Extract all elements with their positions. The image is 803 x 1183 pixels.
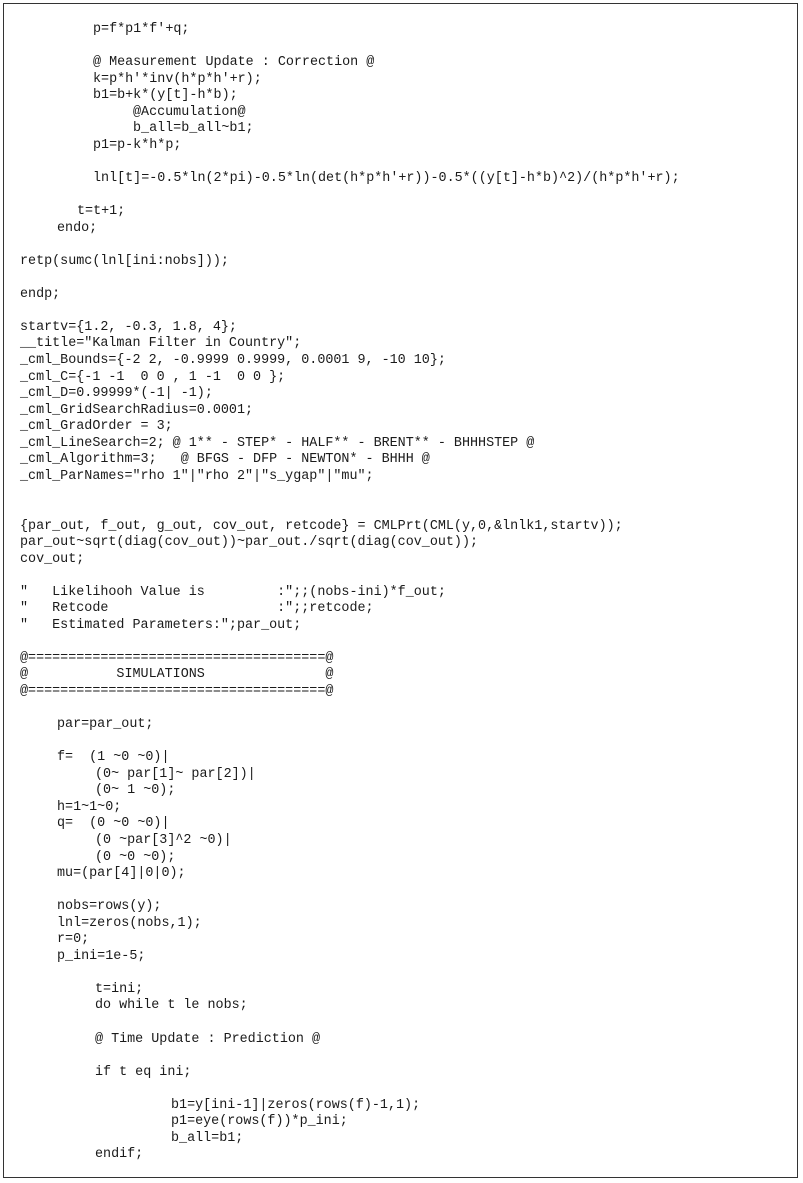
- code-line: (0~ 1 ~0);: [95, 783, 176, 799]
- code-line: _cml_ParNames="rho 1"|"rho 2"|"s_ygap"|"mu";: [20, 468, 374, 484]
- code-line: b_all=b1;: [171, 1130, 244, 1146]
- code-line: b1=y[ini-1]|zeros(rows(f)-1,1);: [171, 1097, 421, 1113]
- code-line: @=====================================@: [20, 650, 334, 666]
- code-line: k=p*h'*inv(h*p*h'+r);: [93, 71, 262, 87]
- code-line: nobs=rows(y);: [57, 899, 162, 915]
- code-listing-frame: [3, 3, 798, 1178]
- code-line: endo;: [57, 220, 98, 236]
- code-line: lnl[t]=-0.5*ln(2*pi)-0.5*ln(det(h*p*h'+r))-0.5*((y[t]-h*b)^2)/(h*p*h'+r);: [93, 170, 680, 186]
- code-line: @=====================================@: [20, 684, 334, 699]
- code-line: p1=p-k*h*p;: [93, 137, 182, 153]
- code-line: @ Time Update : Prediction @: [95, 1031, 320, 1047]
- code-line: if t eq ini;: [95, 1064, 192, 1080]
- code-line: retp(sumc(lnl[ini:nobs]));: [20, 253, 229, 269]
- code-line: _cml_C={-1 -1 0 0 , 1 -1 0 0 };: [20, 369, 286, 385]
- code-line: p1=eye(rows(f))*p_ini;: [171, 1114, 348, 1130]
- code-line: t=ini;: [95, 981, 144, 997]
- code-line: b1=b+k*(y[t]-h*b);: [93, 88, 238, 104]
- code-line: t=t+1;: [77, 204, 126, 220]
- code-line: _cml_GridSearchRadius=0.0001;: [20, 402, 254, 418]
- code-line: " Likelihooh Value is :";;(nobs-ini)*f_out;: [20, 584, 446, 600]
- code-line: do while t le nobs;: [95, 998, 248, 1014]
- code-line: (0~ par[1]~ par[2])|: [95, 766, 256, 782]
- code-line: @ Measurement Update : Correction @: [93, 55, 375, 71]
- code-line: " Retcode :";;retcode;: [20, 601, 374, 617]
- code-line: @ SIMULATIONS @: [20, 667, 334, 683]
- code-line: startv={1.2, -0.3, 1.8, 4};: [20, 319, 237, 335]
- code-line: {par_out, f_out, g_out, cov_out, retcode} = CMLPrt(CML(y,0,&lnlk1,startv));: [20, 518, 623, 534]
- code-line: __title="Kalman Filter in Country";: [20, 336, 302, 352]
- code-line: (0 ~par[3]^2 ~0)|: [95, 832, 232, 848]
- code-line: p_ini=1e-5;: [57, 948, 146, 964]
- code-line: _cml_LineSearch=2; @ 1** - STEP* - HALF** - BRENT** - BHHHSTEP @: [20, 435, 535, 451]
- code-line: h=1~1~0;: [57, 799, 122, 815]
- code-line: lnl=zeros(nobs,1);: [57, 915, 202, 931]
- code-line: p=f*p1*f'+q;: [93, 22, 190, 37]
- code-line: _cml_Bounds={-2 2, -0.9999 0.9999, 0.0001 9, -10 10};: [20, 353, 446, 368]
- code-line: mu=(par[4]|0|0);: [57, 866, 186, 882]
- code-line: r=0;: [57, 932, 90, 948]
- code-line: b_all=b_all~b1;: [133, 121, 254, 137]
- code-line: endif;: [95, 1147, 144, 1163]
- code-line: cov_out;: [20, 551, 85, 567]
- code-line: q= (0 ~0 ~0)|: [57, 816, 170, 832]
- code-line: _cml_Algorithm=3; @ BFGS - DFP - NEWTON* - BHHH @: [20, 452, 430, 468]
- code-line: endp;: [20, 286, 61, 302]
- code-line: @Accumulation@: [133, 104, 246, 120]
- code-line: (0 ~0 ~0);: [95, 849, 176, 865]
- code-line: " Estimated Parameters:";par_out;: [20, 617, 302, 633]
- code-line: par_out~sqrt(diag(cov_out))~par_out./sqrt(diag(cov_out));: [20, 535, 479, 551]
- code-line: f= (1 ~0 ~0)|: [57, 750, 170, 766]
- code-line: _cml_D=0.99999*(-1| -1);: [20, 386, 213, 402]
- code-line: _cml_GradOrder = 3;: [20, 419, 173, 435]
- code-line: par=par_out;: [57, 717, 154, 733]
